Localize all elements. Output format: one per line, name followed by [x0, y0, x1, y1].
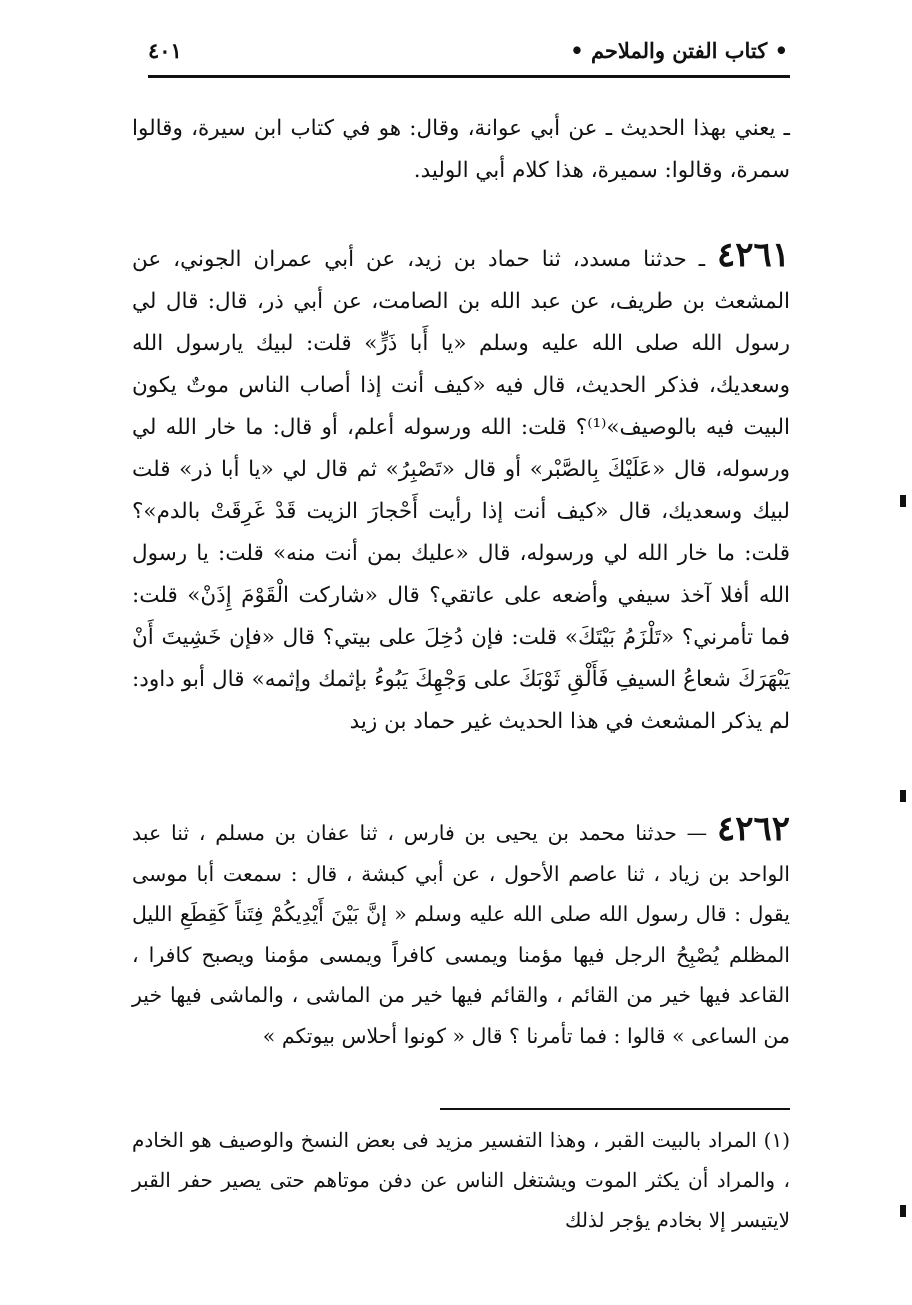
continuation-text: ـ يعني بهذا الحديث ـ عن أبي عوانة، وقال: هو في كتاب ابن سيرة، وقالوا سمرة، وقالوا: سميرة، هذا كلام أبي الوليد.: [132, 116, 790, 183]
chapter-title: • كتاب الفتن والملاحم •: [570, 37, 788, 63]
footnote-text: (١) المراد بالبيت القبر ، وهذا التفسير مزيد فى بعض النسخ والوصيف هو الخادم ، والمراد أن يكثر الموت ويشتغل الناس عن دفن موتاهم حتى يصير حفر القبر لايتيسر إلا بخادم يؤجر لذلك: [132, 1128, 790, 1232]
margin-mark: [900, 790, 906, 802]
margin-mark: [900, 495, 906, 507]
margin-mark: [900, 1205, 906, 1217]
footnote: [132, 1120, 790, 1240]
footnote-rule: [440, 1108, 790, 1110]
hadith-4261: [132, 235, 790, 743]
continuation-paragraph: [132, 108, 790, 192]
hadith-number: ٤٢٦٢: [716, 809, 790, 849]
hadith-4262: [132, 809, 790, 1056]
hadith-text: ـ حدثنا مسدد، ثنا حماد بن زيد، عن أبي عمران الجوني، عن المشعث بن طريف، عن عبد الله بن الصامت، عن أبي ذر، قال: قال لي رسول الله صلى الله عليه وسلم «يا أَبا ذَرٍّ» قلت: لبيك يارسول الله وسعديك، فذكر الحديث، قال فيه «كيف أنت إذا أصاب الناس موتٌ يكون البيت فيه بالوصيف»⁽¹⁾؟ قلت: الله ورسوله أعلم، أو قال: ما خار الله لي ورسوله، قال «عَلَيْكَ بِالصَّبْر» أو قال «تَصْبِرُ» ثم قال لي «يا أبا ذر» قلت لبيك وسعديك، قال «كيف أنت إذا رأيت أَحْجارَ الزيت قَدْ غَرِقَتْ بالدم»؟ قلت: ما خار الله لي ورسوله، قال «عليك بمن أنت منه» قلت: يا رسول الله أفلا آخذ سيفي وأضعه على عاتقي؟ قال «شاركت الْقَوْمَ إِذَنْ» قلت: فما تأمرني؟ «تَلْزَمُ بَيْتَكَ» قلت: فإن دُخِلَ على بيتي؟ قال «فإن خَشِيتَ أَنْ يَبْهَرَكَ شعاعُ السيفِ فَأَلْقِ ثَوْبَكَ على وَجْهِكَ يَبُوءُ بإثمك وإثمه» قال أبو داود: لم يذكر المشعث في هذا الحديث غير حماد بن زيد: [132, 247, 790, 734]
page-number: ٤٠١: [148, 37, 182, 63]
hadith-number: ٤٢٦١: [716, 235, 790, 275]
hadith-text: — حدثنا محمد بن يحيى بن فارس ، ثنا عفان بن مسلم ، ثنا عبد الواحد بن زياد ، ثنا عاصم الأحول ، عن أبي كبشة ، قال : سمعت أبا موسى يقول : قال رسول الله صلى الله عليه وسلم « إنَّ بَيْنَ أَيْدِيكُمْ فِتَناً كَقِطَعِ الليل المظلم يُصْبِحُ الرجل فيها مؤمنا ويمسى كافراً ويمسى مؤمنا ويصبح كافرا ، القاعد فيها خير من القائم ، والقائم فيها خير من الماشى ، والماشى فيها خير من الساعى » قالوا : فما تأمرنا ؟ قال « كونوا أحلاس بيوتكم »: [132, 821, 790, 1048]
running-header: [148, 28, 788, 72]
header-rule: [148, 75, 790, 78]
